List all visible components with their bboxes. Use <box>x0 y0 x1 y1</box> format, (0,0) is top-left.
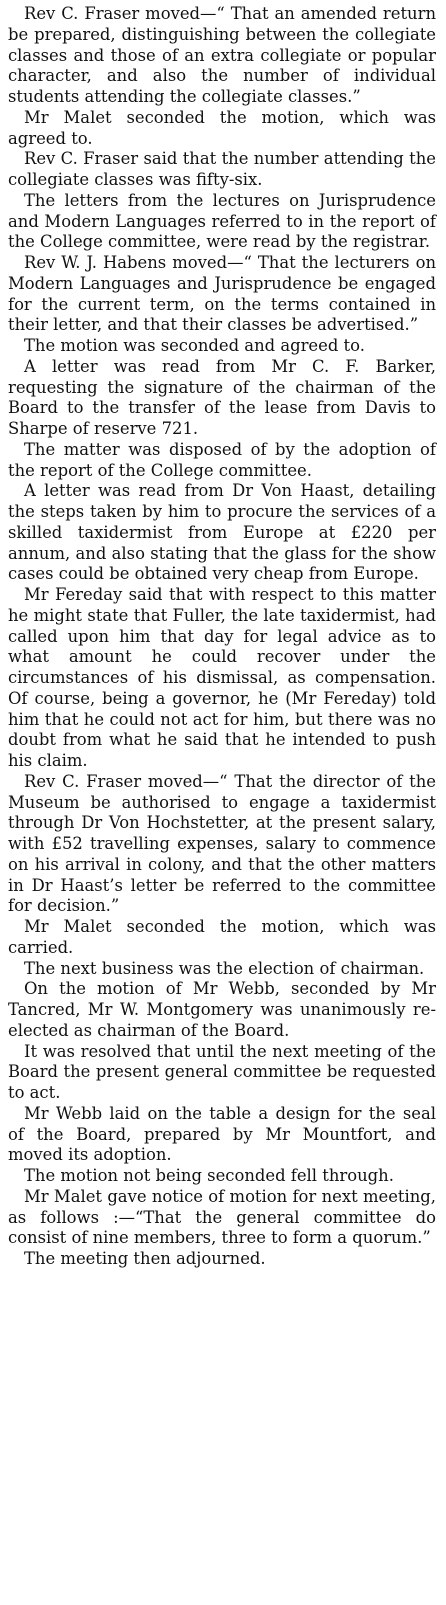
paragraph: The meeting then adjourned. <box>24 1249 266 1268</box>
paragraph: Rev C. Fraser moved—“ That an amended return be prepared, distinguishing between the collegiate classes and those of an extra collegiate or popular character, and also the number of individual students attending the collegiate classes.” <box>8 4 436 106</box>
paragraph: It was resolved that until the next meeting of the Board the present general committee be requested to act. <box>8 1041 436 1102</box>
paragraph: A letter was read from Dr Von Haast, detailing the steps taken by him to procure the services of a skilled taxidermist from Europe at £220 per annum, and also stating that the glass for the show cases could be obtained very cheap from Europe. <box>8 481 436 584</box>
paragraph: Mr Malet gave notice of motion for next meeting, as follows :—“That the general committee do consist of nine members, three to form a quorum.” <box>8 1186 436 1248</box>
paragraph: The next business was the election of chairman. <box>24 958 425 978</box>
paragraph: The motion was seconded and agreed to. <box>24 336 365 355</box>
paragraph: On the motion of Mr Webb, seconded by Mr Tancred, Mr W. Montgomery was unanimously re-elected as chairman of the Board. <box>8 979 436 1040</box>
paragraph: The matter was disposed of by the adoption of the report of the College committee. <box>8 439 436 480</box>
paragraph: Mr Malet seconded the motion, which was agreed to. <box>8 107 436 148</box>
paragraph: Rev W. J. Habens moved—“ That the lecturers on Modern Languages and Jurisprudence be engaged for the current term, on the terms contained in their letter, and that their classes be advertised.” <box>8 253 436 335</box>
paragraph: A letter was read from Mr C. F. Barker, requesting the signature of the chairman of the Board to the transfer of the lease from Davis to Sharpe of reserve 721. <box>8 356 436 438</box>
paragraph: The letters from the lectures on Jurisprudence and Modern Languages referred to in the report of the College committee, were read by the registrar. <box>8 190 436 252</box>
paragraph: Mr Webb laid on the table a design for the seal of the Board, prepared by Mr Mountfort, and moved its adoption. <box>8 1103 436 1165</box>
paragraph: Mr Malet seconded the motion, which was carried. <box>8 917 436 957</box>
paragraph: The motion not being seconded fell through. <box>24 1166 394 1185</box>
paragraph: Rev C. Fraser said that the number attending the collegiate classes was fifty-six. <box>8 149 436 189</box>
paragraph: Rev C. Fraser moved—“ That the director of the Museum be authorised to engage a taxidermist through Dr Von Hochstetter, at the present salary, with £52 travelling expenses, salary to commence on his arrival in colony, and that the other matters in Dr Haast’s letter be referred to the committee for decision.” <box>8 771 436 916</box>
paragraph: Mr Fereday said that with respect to this matter he might state that Fuller, the late taxidermist, had called upon him that day for legal advice as to what amount he could recover under the circumstances of his dismissal, as compensation. Of course, being a governor, he (Mr Fereday) told him that he could not act for him, but there was no doubt from what he said that he intended to push his claim. <box>8 585 436 770</box>
